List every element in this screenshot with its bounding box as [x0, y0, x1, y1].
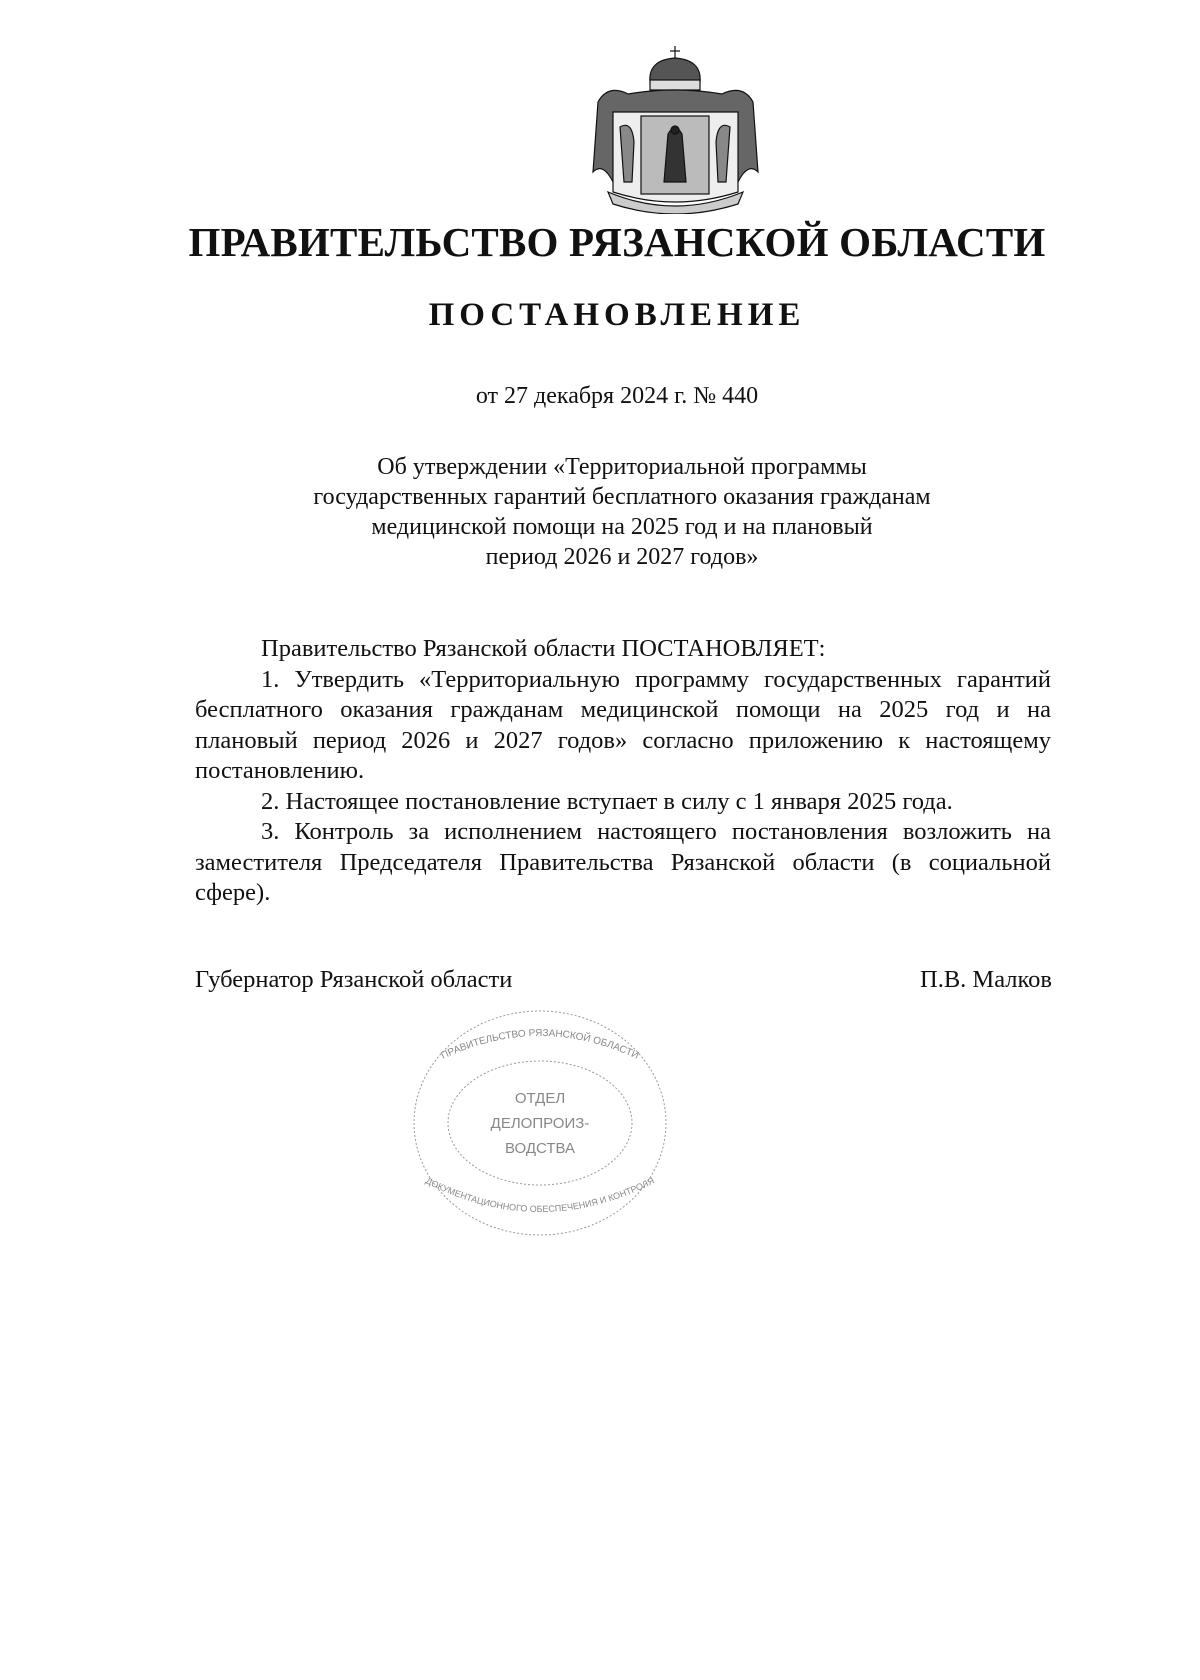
- coat-of-arms-emblem: [588, 42, 763, 214]
- resolution-preamble: Правительство Рязанской области ПОСТАНОВЛЯЕТ:: [261, 635, 826, 662]
- subject-line: государственных гарантий бесплатного оказания гражданам: [313, 484, 931, 510]
- stamp-outer-text: ПРАВИТЕЛЬСТВО РЯЗАНСКОЙ ОБЛАСТИ: [439, 1027, 641, 1062]
- subject-line: Об утверждении «Территориальной программы: [377, 454, 867, 480]
- organization-title: ПРАВИТЕЛЬСТВО РЯЗАНСКОЙ ОБЛАСТИ: [188, 219, 1046, 265]
- stamp-center-line: ВОДСТВА: [504, 1140, 576, 1157]
- signatory-name: П.В. Малков: [920, 966, 1052, 993]
- stamp-center-line: ДЕЛОПРОИЗ-: [490, 1115, 590, 1132]
- resolution-item-2: 2. Настоящее постановление вступает в силу с 1 января 2025 года.: [261, 787, 953, 815]
- subject-line: медицинской помощи на 2025 год и на плановый: [371, 514, 873, 540]
- resolution-item-1: 1. Утвердить «Территориальную программу государственных гарантий бесплатного оказания гражданам медицинской помощи на 2025 год и на плановый период 2026 и 2027 годов» согласно приложению к настоящему постановлению.: [195, 665, 1051, 784]
- stamp-center-line: ОТДЕЛ: [514, 1090, 566, 1107]
- subject-line: период 2026 и 2027 годов»: [485, 544, 759, 570]
- document-date-number: от 27 декабря 2024 г. № 440: [475, 383, 759, 409]
- document-subject: [300, 452, 944, 572]
- official-stamp: [410, 1008, 670, 1238]
- signatory-position: Губернатор Рязанской области: [195, 966, 513, 993]
- document-body: [195, 634, 1051, 909]
- document-type: ПОСТАНОВЛЕНИЕ: [428, 297, 806, 333]
- resolution-item-3: 3. Контроль за исполнением настоящего постановления возложить на заместителя Председателя Правительства Рязанской области (в социальной сфере).: [195, 818, 1051, 906]
- stamp-inner-text: ДОКУМЕНТАЦИОННОГО ОБЕСПЕЧЕНИЯ И КОНТРОЛЯ: [424, 1175, 656, 1215]
- svg-text:ПРАВИТЕЛЬСТВО РЯЗАНСКОЙ ОБЛАСТ: [440, 1028, 641, 1062]
